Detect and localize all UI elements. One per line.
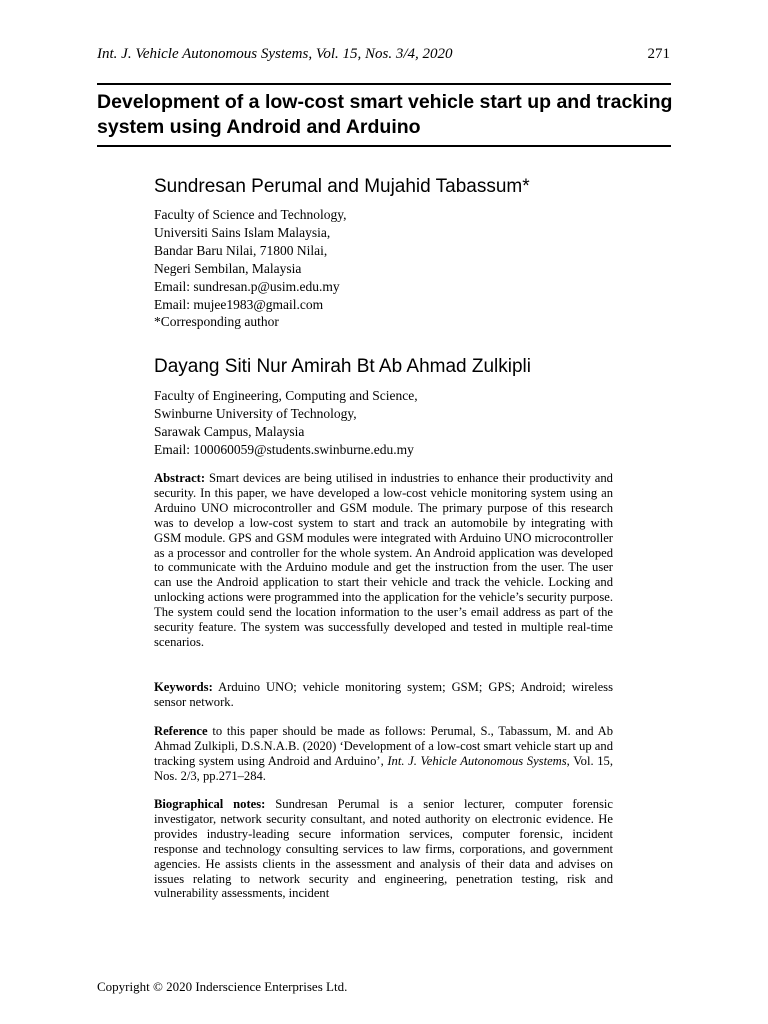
keywords xyxy=(154,680,613,710)
affiliation-2 xyxy=(154,387,418,459)
paper-title: Development of a low-cost smart vehicle start up and tracking system using Android and Arduino xyxy=(97,91,673,138)
bio-text: Sundresan Perumal is a senior lecturer, computer forensic investigator, network security consultant, and noted authority on electronic evidence. He provides industry-leading secure information services, computer forensic, incident response and technology consulting services to law firms, corporations, and government agencies. He assists clients in the assessment and analysis of their data and advises on issues relating to network security and engineering, penetration testing, risk and vulnerability assessments, incident xyxy=(154,797,613,901)
reference-text-end: , Vol. 15, Nos. 2/3, pp.271–284. xyxy=(154,753,613,783)
page-number: 271 xyxy=(647,46,670,62)
affiliation-line: Swinburne University of Technology, xyxy=(154,405,357,421)
title-bottom-rule xyxy=(97,145,671,147)
keywords-label: Keywords: xyxy=(154,680,213,694)
keywords-text: Arduino UNO; vehicle monitoring system; GSM; GPS; Android; wireless sensor network. xyxy=(154,680,613,709)
email-line: Email: mujee1983@gmail.com xyxy=(154,296,324,312)
affiliation-line: Bandar Baru Nilai, 71800 Nilai, xyxy=(154,242,328,258)
reference-text: to this paper should be made as follows: Perumal, S., Tabassum, M. and Ab Ahmad Zulkipli, D.S.N.A.B. (2020) ‘Development of a low-cost smart vehicle start up and tracking system using Android and Arduino’, xyxy=(154,724,613,768)
abstract xyxy=(154,471,613,650)
author-group-2: Dayang Siti Nur Amirah Bt Ab Ahmad Zulkipli xyxy=(154,356,532,377)
reference-label: Reference xyxy=(154,724,208,738)
affiliation-line: Universiti Sains Islam Malaysia, xyxy=(154,224,331,240)
reference-note xyxy=(154,724,613,784)
affiliation-line: Negeri Sembilan, Malaysia xyxy=(154,260,302,276)
affiliation-line: Sarawak Campus, Malaysia xyxy=(154,423,305,439)
corresponding-author-note: *Corresponding author xyxy=(154,314,279,330)
abstract-text: Smart devices are being utilised in industries to enhance their productivity and security. In this paper, we have developed a low-cost vehicle monitoring system using an Arduino UNO microcontroller and GSM module. The primary purpose of this research was to develop a low-cost system to start and track an automobile by integrating with GSM module. GPS and GSM modules were integrated with Arduino UNO microcontroller as a processor and controller for the whole system. An Android application was developed to communicate with the Arduino module and get the instruction from the user. The user can use the Android application to start their vehicle and track the vehicle. Locking and unlocking actions were programmed into the application for the vehicle’s security purpose. The system could send the location information to the user’s email address as part of the security feature. The system was successfully developed and tested in multiple real-time scenarios. xyxy=(154,471,613,649)
biographical-notes xyxy=(154,797,613,901)
email-line: Email: sundresan.p@usim.edu.my xyxy=(154,278,340,294)
reference-journal: Int. J. Vehicle Autonomous Systems xyxy=(387,753,567,768)
running-head xyxy=(97,46,670,63)
affiliation-line: Faculty of Science and Technology, xyxy=(154,207,347,222)
bio-label: Biographical notes: xyxy=(154,797,266,811)
journal-citation: Int. J. Vehicle Autonomous Systems, Vol. 15, Nos. 3/4, 2020 xyxy=(97,46,453,62)
email-line: Email: 100060059@students.swinburne.edu.my xyxy=(154,441,414,457)
copyright-notice: Copyright © 2020 Inderscience Enterprises Ltd. xyxy=(97,979,348,994)
affiliation-line: Faculty of Engineering, Computing and Science, xyxy=(154,388,418,403)
affiliation-1 xyxy=(154,206,347,331)
author-group-1: Sundresan Perumal and Mujahid Tabassum* xyxy=(154,176,530,197)
abstract-label: Abstract: xyxy=(154,471,206,485)
title-top-rule xyxy=(97,83,671,85)
